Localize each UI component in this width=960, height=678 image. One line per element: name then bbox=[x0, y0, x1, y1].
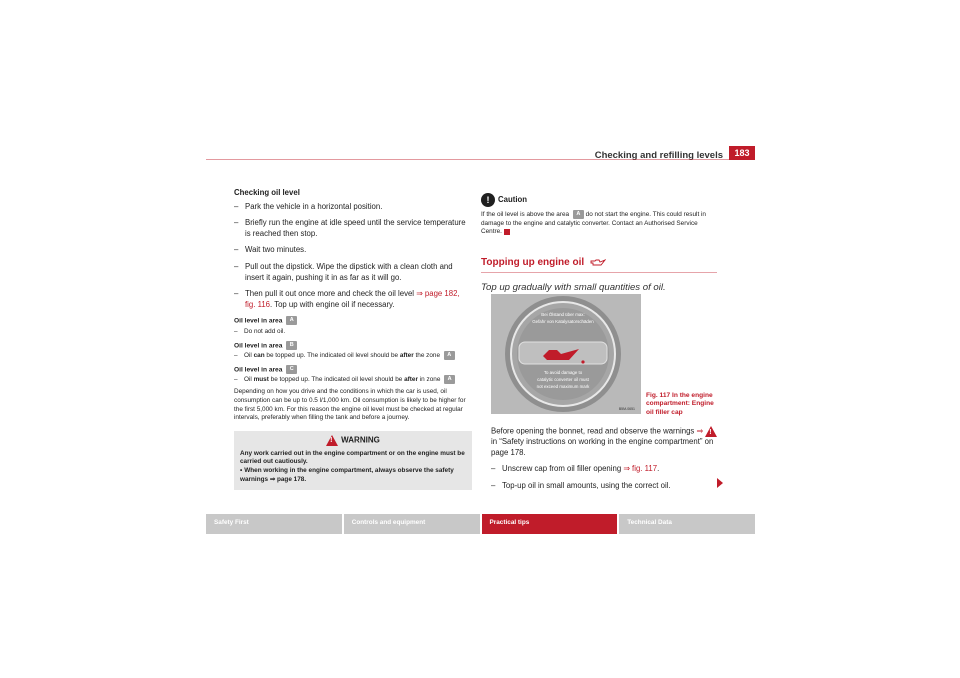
left-column bbox=[234, 188, 472, 490]
figure-code: B5M-0651 bbox=[618, 407, 635, 411]
caution-text: If the oil level is above the area A do not start the engine. This could result in damage to the engine and catalytic converter. Contact an Authorised Service Centre. bbox=[481, 211, 706, 236]
arrow-icon: ⇒ bbox=[696, 426, 704, 436]
svg-text:Bei Ölstand über max:: Bei Ölstand über max: bbox=[541, 312, 585, 317]
footer-tab-practical-tips[interactable]: Practical tips bbox=[482, 514, 618, 534]
oil-area-b: Oil level in area B – Oil can be topped up. The indicated oil level should be after the zone A bbox=[234, 341, 472, 361]
oil-cap-illustration bbox=[491, 294, 641, 414]
oil-filler-cap-figure bbox=[491, 294, 641, 414]
page-182-link[interactable]: page 182, fig. 116 bbox=[245, 289, 460, 309]
intro-paragraph: Before opening the bonnet, read and observe the warnings ⇒ ! in “Safety instructions on working in the engine compartment” on page 178. bbox=[491, 426, 721, 458]
step-item: – Briefly run the engine at idle speed until the service temperature is reached then stop. bbox=[234, 218, 466, 238]
footer-nav bbox=[206, 514, 755, 534]
footer-tab-technical-data[interactable]: Technical Data bbox=[619, 514, 755, 534]
caution-icon: ! bbox=[481, 193, 495, 207]
continue-arrow-icon bbox=[717, 478, 723, 488]
area-badge: B bbox=[286, 341, 297, 350]
area-badge: A bbox=[573, 210, 584, 219]
svg-text:Gefahr von Katalysatorschäden: Gefahr von Katalysatorschäden bbox=[532, 319, 594, 324]
area-badge: A bbox=[444, 351, 455, 360]
step-item: – Wait two minutes. bbox=[234, 245, 307, 255]
checking-oil-heading: Checking oil level bbox=[234, 188, 300, 197]
footer-tab-safety-first[interactable]: Safety First bbox=[206, 514, 342, 534]
oil-can-icon bbox=[590, 258, 606, 267]
section-title: Topping up engine oil bbox=[481, 258, 717, 269]
fig-117-link[interactable]: fig. 117 bbox=[629, 464, 658, 474]
oil-area-a: Oil level in area A – Do not add oil. bbox=[234, 316, 472, 336]
caution-title: Caution bbox=[498, 195, 528, 205]
oil-consumption-paragraph: Depending on how you drive and the conditions in which the car is used, oil consumption can be up to 0.5 l/1,000 km. Oil consumption is likely to be higher for the first 5,000 km. For this reason the engine oil level must be checked at regular intervals, preferably when filling the tank and before a journey. bbox=[234, 388, 466, 422]
area-badge: C bbox=[286, 365, 297, 374]
svg-text:catalytic converter oil must: catalytic converter oil must bbox=[537, 377, 589, 382]
step-item: – Unscrew cap from oil filler opening ⇒ fig. 117. bbox=[491, 464, 660, 474]
topping-up-instructions bbox=[491, 426, 721, 498]
step-item: – Park the vehicle in a horizontal position. bbox=[234, 201, 383, 211]
arrow-icon: ⇒ bbox=[416, 289, 423, 299]
area-badge: A bbox=[286, 316, 297, 325]
step-item: – Top-up oil in small amounts, using the correct oil. bbox=[491, 480, 671, 490]
header-divider bbox=[206, 159, 755, 160]
warning-title: WARNING bbox=[341, 435, 380, 445]
step-item: – Pull out the dipstick. Wipe the dipstick with a clean cloth and insert it again, pushing it in as far as it will go. bbox=[234, 261, 453, 282]
svg-text:not exceed maximum mark: not exceed maximum mark bbox=[536, 384, 590, 389]
figure-caption: Fig. 117 In the engine compartment: Engine oil filler cap bbox=[646, 392, 714, 416]
step-item: – Then pull it out once more and check the oil level ⇒ page 182, fig. 116. Top up with engine oil if necessary. bbox=[234, 289, 460, 309]
chapter-title: Checking and refilling levels bbox=[594, 150, 723, 161]
page-number: 183 bbox=[729, 146, 755, 160]
end-marker-icon bbox=[504, 229, 510, 235]
oil-area-c: Oil level in area C – Oil must be topped up. The indicated oil level should be after in zone A bbox=[234, 365, 472, 385]
arrow-icon: ⇒ bbox=[269, 475, 276, 483]
svg-text:To avoid damage to: To avoid damage to bbox=[543, 370, 583, 375]
warning-triangle-icon bbox=[705, 426, 717, 437]
footer-tab-controls[interactable]: Controls and equipment bbox=[344, 514, 480, 534]
right-column bbox=[481, 193, 717, 293]
warning-line: • When working in the engine compartment, always observe the safety warnings ⇒ page 178. bbox=[240, 467, 466, 484]
warning-box bbox=[234, 431, 472, 490]
section-subtitle: Top up gradually with small quantities of oil. bbox=[481, 281, 666, 293]
warning-line: Any work carried out in the engine compartment or on the engine must be carried out cautiously. bbox=[240, 449, 465, 466]
warning-triangle-icon bbox=[326, 435, 338, 446]
page-header bbox=[206, 146, 755, 160]
area-badge: A bbox=[444, 375, 455, 384]
section-divider bbox=[481, 272, 717, 273]
arrow-icon: ⇒ bbox=[623, 464, 630, 474]
